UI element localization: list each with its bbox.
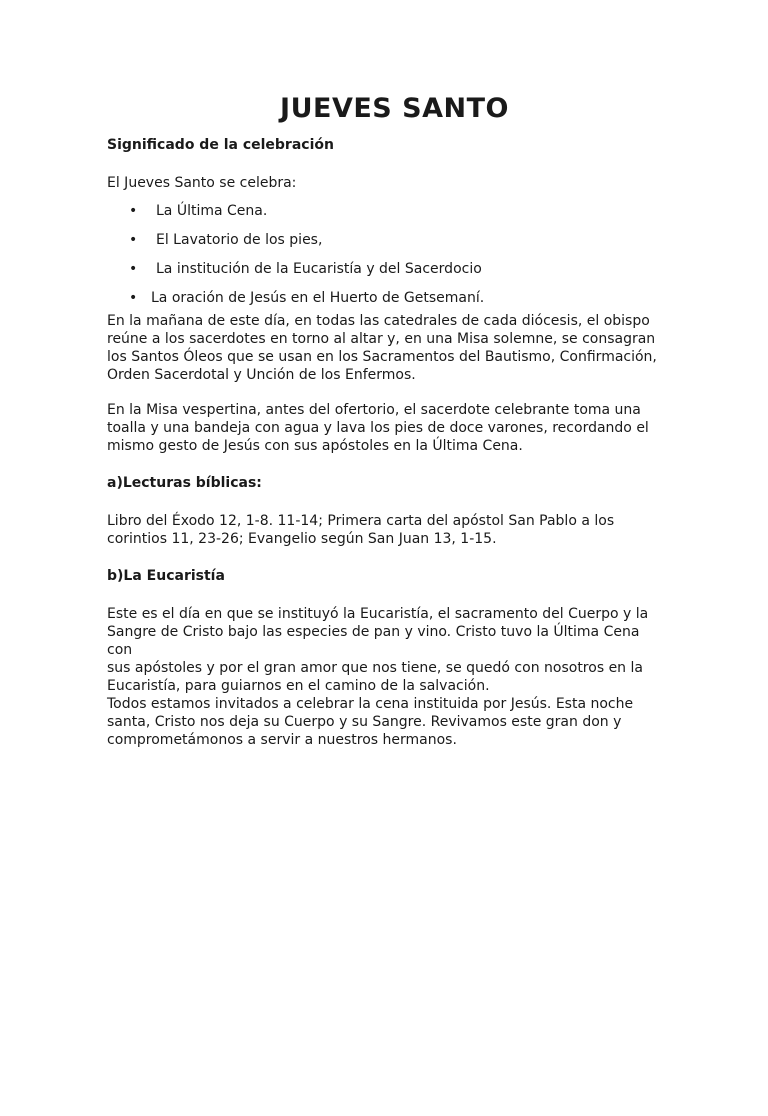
list-item — [107, 289, 668, 318]
intro-text: El Jueves Santo se celebra: — [107, 175, 297, 191]
paragraph-eucharist — [107, 605, 668, 749]
paragraph-line: Libro del Éxodo 12, 1-8. 11-14; Primera carta del apóstol San Pablo a los — [107, 513, 615, 529]
paragraph-line: corintios 11, 23-26; Evangelio según San Juan 13, 1-15. — [107, 531, 497, 547]
paragraph-line: toalla y una bandeja con agua y lava los pies de doce varones, recordando el — [107, 420, 649, 436]
section-heading-eucaristia: b)La Eucaristía — [107, 568, 225, 584]
paragraph-evening-mass — [107, 401, 668, 455]
bullet-icon: • — [129, 232, 138, 248]
document-title: JUEVES SANTO — [280, 93, 509, 124]
paragraph-line: Este es el día en que se instituyó la Eucaristía, el sacramento del Cuerpo y la — [107, 606, 649, 622]
list-item — [107, 231, 668, 260]
document-page — [0, 92, 768, 1116]
list-item — [107, 202, 668, 231]
paragraph-line: En la Misa vespertina, antes del ofertorio, el sacerdote celebrante toma una — [107, 402, 641, 418]
list-item-text: La oración de Jesús en el Huerto de Getsemaní. — [151, 290, 485, 306]
paragraph-readings — [107, 512, 668, 548]
section-heading-lecturas: a)Lecturas bíblicas: — [107, 475, 262, 491]
paragraph-line: En la mañana de este día, en todas las catedrales de cada diócesis, el obispo — [107, 313, 650, 329]
paragraph-line: los Santos Óleos que se usan en los Sacramentos del Bautismo, Confirmación, — [107, 349, 657, 365]
bullet-icon: • — [129, 203, 138, 219]
paragraph-line: comprometámonos a servir a nuestros hermanos. — [107, 732, 457, 748]
bullet-icon: • — [129, 261, 138, 277]
paragraph-line: Sangre de Cristo bajo las especies de pan y vino. Cristo tuvo la Última Cena con — [107, 624, 640, 658]
list-item-text: La Última Cena. — [156, 203, 268, 219]
paragraph-line: mismo gesto de Jesús con sus apóstoles en la Última Cena. — [107, 438, 523, 454]
paragraph-line: sus apóstoles y por el gran amor que nos tiene, se quedó con nosotros en la — [107, 660, 643, 676]
section-heading-significado: Significado de la celebración — [107, 137, 334, 153]
list-item-text: La institución de la Eucaristía y del Sacerdocio — [156, 261, 482, 277]
paragraph-line: Orden Sacerdotal y Unción de los Enfermos. — [107, 367, 416, 383]
bullet-icon: • — [129, 290, 138, 306]
celebration-list — [107, 202, 668, 318]
list-item-text: El Lavatorio de los pies, — [156, 232, 323, 248]
paragraph-line: Eucaristía, para guiarnos en el camino de la salvación. — [107, 678, 490, 694]
list-item — [107, 260, 668, 289]
paragraph-line: Todos estamos invitados a celebrar la cena instituida por Jesús. Esta noche — [107, 696, 634, 712]
paragraph-morning-mass — [107, 312, 668, 384]
paragraph-line: reúne a los sacerdotes en torno al altar y, en una Misa solemne, se consagran — [107, 331, 656, 347]
paragraph-line: santa, Cristo nos deja su Cuerpo y su Sangre. Revivamos este gran don y — [107, 714, 622, 730]
